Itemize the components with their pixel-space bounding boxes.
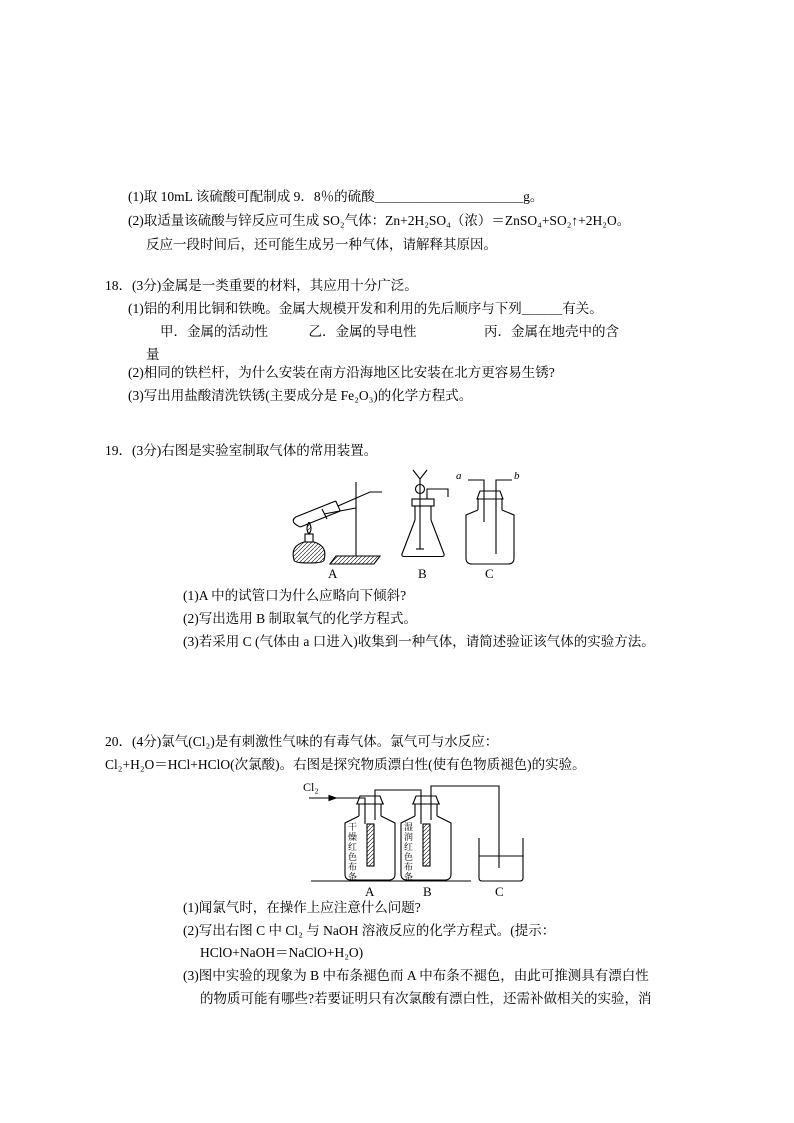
conical-flask — [402, 499, 444, 557]
q19-part1: (1)A 中的试管口为什么应略向下倾斜? — [183, 588, 407, 603]
q19-title: 19．(3分)右图是实验室制取气体的常用装置。 — [105, 443, 378, 458]
gas-apparatus-diagram — [278, 468, 528, 586]
q18-options-wrap: 量 — [146, 347, 160, 362]
gas-apparatus-svg — [278, 468, 528, 566]
q20-hint-equation: HClO+NaOH＝NaClO+H₂O) — [200, 945, 364, 960]
iron-stand — [322, 482, 380, 564]
delivery-tube-b — [427, 489, 448, 499]
q20-part3: (3)图中实验的现象为 B 中布条褪色而 A 中布条不褪色，由此可推测具有漂白性 — [183, 968, 649, 983]
q17-part2-cont: 反应一段时间后，还可能生成另一种气体，请解释其原因。 — [146, 237, 497, 252]
dry-cloth-caption: 干燥红色布条 — [347, 822, 357, 882]
q18-options: 甲．金属的活动性 乙．金属的导电性 丙．金属在地壳中的含 — [160, 324, 619, 339]
q20-part3-cont: 的物质可能有哪些?若要证明只有次氯酸有漂白性，还需补做相关的实验，消 — [200, 991, 652, 1006]
bottle-a-label: A — [365, 884, 375, 899]
q18-title: 18．(3分)金属是一类重要的材料，其应用十分广泛。 — [105, 278, 418, 293]
q20-part1: (1)闻氯气时，在操作上应注意什么问题? — [183, 900, 421, 915]
q17-part2: (2)取适量该硫酸与锌反应可生成 SO₂气体：Zn+2H₂SO₄（浓）＝ZnSO₄+SO₂↑+2H₂O。 — [128, 213, 631, 228]
gas-bottle — [466, 491, 514, 564]
apparatus-b-label: B — [418, 566, 427, 581]
alcohol-lamp — [293, 522, 325, 563]
q18-part2: (2)相同的铁栏杆，为什么安装在南方沿海地区比安装在北方更容易生锈? — [128, 365, 555, 380]
beaker-c-label: C — [495, 884, 504, 899]
q20-part2: (2)写出右图 C 中 Cl₂ 与 NaOH 溶液反应的化学方程式。(提示： — [183, 923, 556, 938]
delivery-tube-a — [338, 492, 382, 506]
q20-equation-line: Cl₂+H₂O＝HCl+HClO(次氯酸)。右图是探究物质漂白性(使有色物质褪色)的实验。 — [105, 757, 586, 772]
chlorine-bleach-diagram — [303, 780, 538, 900]
q19-part3: (3)若采用 C (气体由 a 口进入)收集到一种气体，请简述验证该气体的实验方法。 — [183, 634, 655, 649]
chlorine-inlet-tube — [309, 796, 365, 825]
q17-part1: (1)取 10mL 该硫酸可配制成 9．8％的硫酸＿＿＿＿＿＿＿＿＿＿＿g。 — [128, 189, 544, 204]
tube-port-a — [468, 480, 484, 522]
wet-cloth-caption: 湿润红色布条 — [403, 822, 413, 882]
apparatus-a-label: A — [328, 566, 338, 581]
test-tube — [293, 501, 340, 527]
bottle-b-label: B — [423, 884, 432, 899]
chlorine-gas-label: Cl₂ — [303, 780, 319, 794]
chlorine-diagram-svg — [303, 780, 538, 882]
port-b-label: b — [514, 470, 520, 482]
port-a-label: a — [456, 470, 462, 482]
beaker — [479, 838, 523, 881]
q18-part1: (1)铝的利用比铜和铁晚。金属大规模开发和利用的先后顺序与下列＿＿＿有关。 — [128, 301, 603, 316]
tube-a-to-b — [375, 790, 421, 824]
apparatus-c-label: C — [485, 566, 494, 581]
q20-title: 20．(4分)氯气(Cl₂)是有刺激性气味的有毒气体。氯气可与水反应： — [105, 734, 499, 749]
q18-part3: (3)写出用盐酸清洗铁锈(主要成分是 Fe₂O₃)的化学方程式。 — [128, 388, 473, 403]
q19-part2: (2)写出选用 B 制取氧气的化学方程式。 — [183, 611, 417, 626]
